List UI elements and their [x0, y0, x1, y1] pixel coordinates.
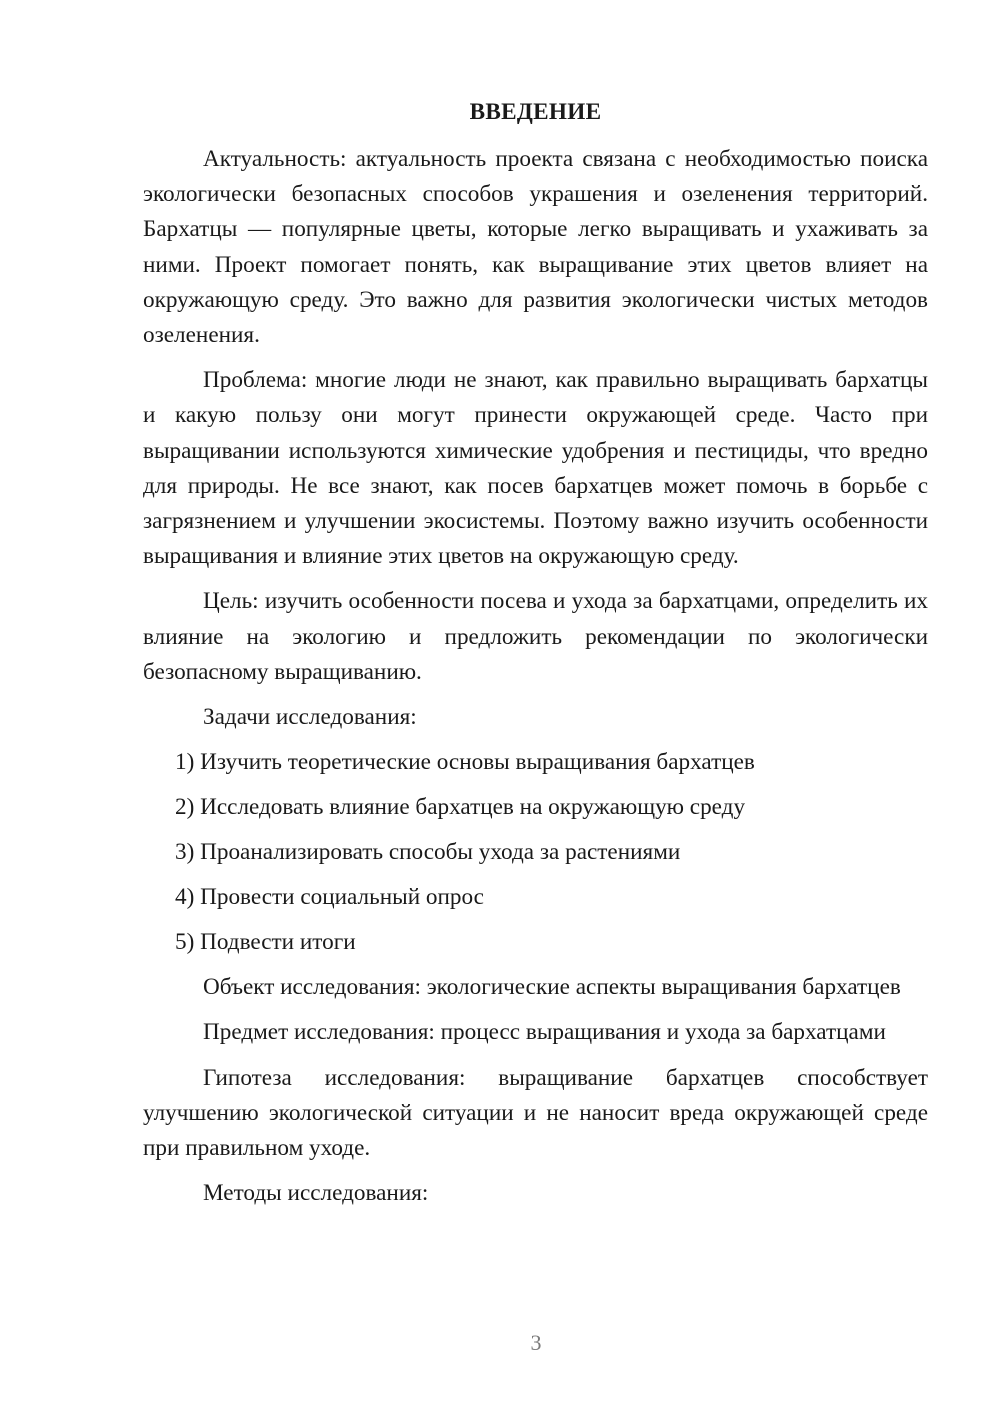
list-item: 2) Исследовать влияние бархатцев на окружающую среду — [175, 794, 746, 821]
list-item: 3) Проанализировать способы ухода за растениями — [175, 839, 681, 866]
goal-paragraph: Цель: изучить особенности посева и ухода за бархатцами, определить их влияние на экологию и предложить рекомендации по экологически безопасному выращиванию. — [143, 588, 928, 685]
subject-paragraph: Предмет исследования: процесс выращивания и ухода за бархатцами — [203, 1019, 886, 1046]
object-paragraph: Объект исследования: экологические аспекты выращивания бархатцев — [203, 974, 901, 1001]
methods-heading: Методы исследования: — [203, 1180, 429, 1207]
tasks-list — [143, 745, 928, 960]
list-item: 5) Подвести итоги — [175, 929, 356, 956]
page-content — [143, 95, 928, 1221]
page-number: 3 — [530, 1330, 542, 1355]
list-item: 1) Изучить теоретические основы выращивания бархатцев — [175, 749, 755, 776]
hypothesis-paragraph: Гипотеза исследования: выращивание бархатцев способствует улучшению экологической ситуации и не наносит вреда окружающей среде при правильном уходе. — [143, 1064, 928, 1162]
relevance-paragraph: Актуальность: актуальность проекта связана с необходимостью поиска экологически безопасных способов украшения и озеленения территорий. Бархатцы — популярные цветы, которые легко выращивать и ухаживать за ними. Проект помогает понять, как выращивание этих цветов влияет на окружающую среду. Это важно для развития экологически чистых методов озеленения. — [143, 146, 928, 349]
section-title: ВВЕДЕНИЕ — [469, 99, 602, 125]
list-item: 4) Провести социальный опрос — [175, 884, 484, 911]
tasks-heading: Задачи исследования: — [203, 704, 417, 731]
problem-paragraph: Проблема: многие люди не знают, как правильно выращивать бархатцы и какую пользу они могут принести окружающей среде. Часто при выращивании используются химические удобрения и пестициды, что вредно для природы. Не все знают, как посев бархатцев может помочь в борьбе с загрязнением и улучшении экосистемы. Поэтому важно изучить особенности выращивания и влияние этих цветов на окружающую среду. — [143, 367, 928, 570]
